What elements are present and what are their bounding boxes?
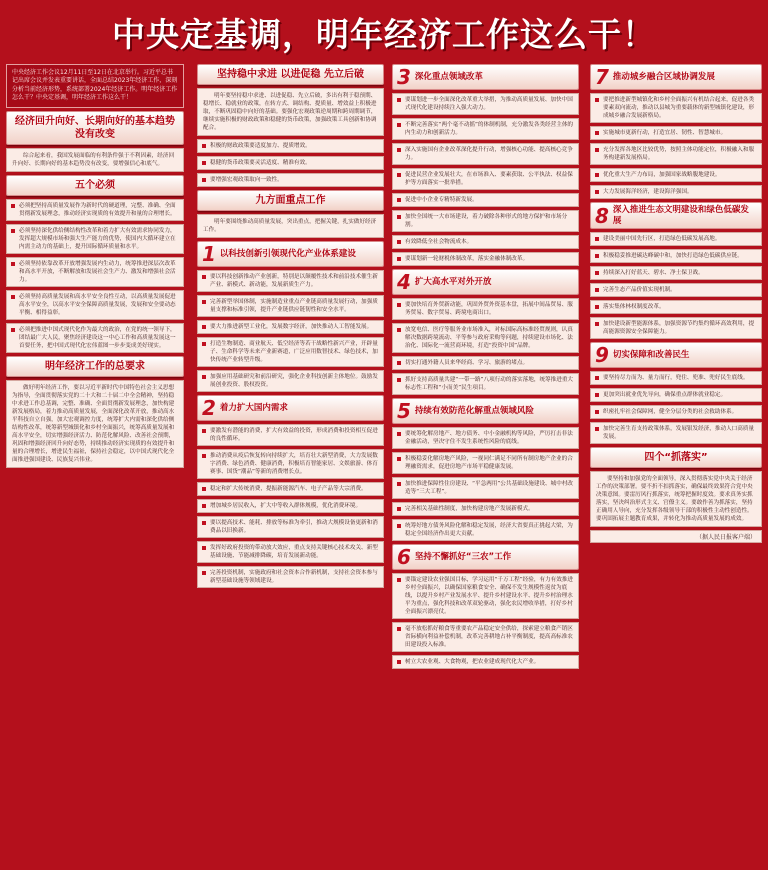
list-item: 要锚定建设农业强国目标，学习运用“千万工程”经验，有力有效推进乡村全面振兴，以确保国家粮食安全、确保不发生规模性返贫为底线，以提升乡村产业发展水平、提升乡村建设水平、提升乡村治理水平为重点，强化科技和改革双轮驱动，强化农民增收举措，打好乡村全面振兴漂亮仗。 [392, 573, 579, 619]
paragraph-nine-areas: 明年要围绕推动高质量发展，突出重点，把握关键，扎实做好经济工作。 [197, 214, 384, 238]
list-item: 要坚持尽力而为、量力而行，兜住、兜准、兜好民生底线。 [590, 371, 762, 385]
page-title: 中央定基调，明年经济工作这么干！ [112, 14, 656, 54]
list-item: 加快建设新型能源体系，加强资源节约集约循环高效利用，提高能源资源安全保障能力。 [590, 317, 762, 339]
list-item: 大力发展海洋经济，建设海洋强国。 [590, 185, 762, 199]
list-item: 树立大农业观、大食物观，把农业建成现代化大产业。 [392, 655, 579, 669]
list-item: 加强应用基础研究和前沿研究，强化企业科技创新主体地位。鼓励发展创业投资、股权投资。 [197, 370, 384, 392]
list-item: 要谋划进一步全面深化改革重大举措，为推动高质量发展、加快中国式现代化建设持续注入强大动力。 [392, 93, 579, 115]
list-item: 毫不放松抓好粮食等重要农产品稳定安全供给，探索建立粮食产销区省际横向利益补偿机制，改革完善耕地占补平衡制度，提高高标准农田建设投入标准。 [392, 622, 579, 652]
paragraph-general-requirements: 做好明年经济工作，要以习近平新时代中国特色社会主义思想为指导，全面贯彻落实党的二十大和二十届二中全会精神，坚持稳中求进工作总基调，完整、准确、全面贯彻新发展理念，加快构建新发展格局，着力推动高质量发展，全面深化改革开放，推动高水平科技自立自强，加大宏观调控力度，统筹扩大内需和深化供给侧结构性改革，统筹新型城镇化和乡村全面振兴，统筹高质量发展和高水平安全，切实增强经济活力、防范化解风险、改善社会预期，巩固和增强经济回升向好态势，持续推动经济实现质的有效提升和量的合理增长，增进民生福祉，保持社会稳定，以中国式现代化全面推进强国建设、民族复兴伟业。 [6, 380, 184, 468]
section-title: 推动城乡融合区域协调发展 [612, 71, 715, 82]
list-item: 增加城乡居民收入，扩大中等收入群体规模，优化消费环境。 [197, 499, 384, 513]
section-header-nine-areas: 九方面重点工作 [197, 190, 384, 211]
list-item: 加快全国统一大市场建设，着力破除各种形式的地方保护和市场分割。 [392, 210, 579, 232]
section-header-stability: 坚持稳中求进 以进促稳 先立后破 [197, 64, 384, 85]
section-title: 扩大高水平对外开放 [414, 276, 492, 287]
list-item: 深入实施国有企业改革深化提升行动，增强核心功能、提高核心竞争力。 [392, 143, 579, 165]
section-header-trend: 经济回升向好、长期向好的基本趋势没有改变 [6, 111, 184, 145]
list-item: 完善新型举国体制，实施制造业重点产业链高质量发展行动，加强质量支撑和标准引领，提升产业链供应链韧性和安全水平。 [197, 295, 384, 317]
section-number: 1 [202, 242, 216, 266]
numbered-header-7 [590, 64, 762, 90]
section-number: 6 [397, 545, 411, 569]
numbered-header-3 [392, 64, 579, 90]
list-item: 积极稳妥推进碳达峰碳中和，加快打造绿色低碳供应链。 [590, 249, 762, 263]
list-item: 织密扎牢社会保障网，健全分层分类的社会救助体系。 [590, 405, 762, 419]
section-title: 深化重点领域改革 [414, 71, 483, 82]
list-item: 实施城市更新行动，打造宜居、韧性、智慧城市。 [590, 126, 762, 140]
section-title: 坚持不懈抓好“三农”工作 [414, 551, 512, 562]
section-number: 5 [397, 399, 411, 423]
section-number: 7 [595, 65, 609, 89]
list-item: 必须坚持依靠改革开放增强发展内生动力，统筹推进深层次改革和高水平开放，不断解放和发展社会生产力、激发和增强社会活力。 [6, 257, 184, 287]
list-item: 促进中小企业专精特新发展。 [392, 193, 579, 207]
list-item: 建设美丽中国先行区，打造绿色低碳发展高地。 [590, 232, 762, 246]
list-item: 抓好支持高质量共建“一带一路”八项行动的落实落地，统筹推进重大标志性工程和“小而美”民生项目。 [392, 373, 579, 395]
list-item: 充分发挥各地区比较优势，按照主体功能定位，积极融入和服务构建新发展格局。 [590, 143, 762, 165]
list-item: 必须把推进中国式现代化作为最大的政治，在党的统一领导下，团结最广大人民，聚焦经济建设这一中心工作和高质量发展这一首要任务，把中国式现代化宏伟蓝图一步步变成美好现实。 [6, 323, 184, 353]
list-item: 必须把坚持高质量发展作为新时代的硬道理，完整、准确、全面贯彻新发展理念，推动经济实现质的有效提升和量的合理增长。 [6, 199, 184, 221]
list-item: 要以科技创新推动产业创新，特别是以颠覆性技术和前沿技术催生新产业、新模式、新动能，发展新质生产力。 [197, 270, 384, 292]
list-item: 要加快培育外贸新动能，巩固外贸外资基本盘，拓展中间品贸易、服务贸易、数字贸易、跨境电商出口。 [392, 298, 579, 320]
list-item: 促进民营企业发展壮大，在市场准入、要素获取、公平执法、权益保护等方面落实一批举措。 [392, 168, 579, 190]
list-item: 要大力推进新型工业化，发展数字经济，加快推动人工智能发展。 [197, 320, 384, 334]
list-item: 稳健的货币政策要灵活适度、精准有效。 [197, 156, 384, 170]
list-item: 有效降低全社会物流成本。 [392, 235, 579, 249]
numbered-header-4 [392, 269, 579, 295]
list-item: 切实打通外籍人员来华经商、学习、旅游的堵点。 [392, 356, 579, 370]
section-number: 4 [397, 270, 411, 294]
list-item: 要统筹化解房地产、地方债务、中小金融机构等风险，严厉打击非法金融活动，坚决守住不发生系统性风险的底线。 [392, 427, 579, 449]
column-4 [590, 64, 762, 864]
numbered-header-6 [392, 544, 579, 570]
section-header-five-musts: 五个必须 [6, 175, 184, 196]
section-title: 着力扩大国内需求 [219, 402, 288, 413]
list-item: 要把推进新型城镇化和乡村全面振兴有机结合起来，促进各类要素双向流动，推动以县城为重要载体的新型城镇化建设，形成城乡融合发展新格局。 [590, 93, 762, 123]
list-item: 要激发有潜能的消费，扩大有效益的投资，形成消费和投资相互促进的良性循环。 [197, 424, 384, 446]
list-item: 加快完善生育支持政策体系，发展银发经济，推动人口高质量发展。 [590, 422, 762, 444]
numbered-header-1 [197, 241, 384, 267]
list-item: 优化重大生产力布局，加强国家战略腹地建设。 [590, 168, 762, 182]
list-item: 积极的财政政策要适度加力、提质增效。 [197, 139, 384, 153]
column-2 [197, 64, 384, 864]
column-3 [392, 64, 579, 864]
list-item: 必须坚持深化供给侧结构性改革和着力扩大有效需求协同发力，发挥超大规模市场和强大生产能力的优势，使国内大循环建立在内需主动力的基础上，提升国际循环质量和水平。 [6, 224, 184, 254]
list-item: 要增强宏观政策取向一致性。 [197, 173, 384, 187]
source-credit: （据人民日报客户端） [590, 530, 762, 543]
list-item: 完善生态产品价值实现机制。 [590, 283, 762, 297]
list-item: 发挥好政府投资的带动放大效应，重点支持关键核心技术攻关、新型基础设施、节能减排降碳，培育发展新动能。 [197, 541, 384, 563]
list-item: 不断完善落实“两个毫不动摇”的体制机制，充分激发各类经营主体的内生动力和创新活力。 [392, 118, 579, 140]
numbered-header-8 [590, 202, 762, 229]
section-header-general-requirements: 明年经济工作的总要求 [6, 356, 184, 377]
section-title: 以科技创新引领现代化产业体系建设 [219, 248, 356, 259]
list-item: 打造生物制造、商业航天、低空经济等若干战略性新兴产业，开辟量子、生命科学等未来产业新赛道，广泛应用数智技术、绿色技术，加快传统产业转型升级。 [197, 337, 384, 367]
list-item: 更加突出就业优先导向，确保重点群体就业稳定。 [590, 388, 762, 402]
section-title: 深入推进生态文明建设和绿色低碳发展 [612, 205, 749, 226]
list-item: 必须坚持高质量发展和高水平安全良性互动，以高质量发展促进高水平安全，以高水平安全保障高质量发展，发展和安全要动态平衡、相得益彰。 [6, 290, 184, 320]
paragraph-stability: 明年要坚持稳中求进、以进促稳、先立后破，多出有利于稳预期、稳增长、稳就业的政策，在转方式、调结构、提质量、增效益上积极进取，不断巩固稳中向好的基础。要强化宏观政策逆周期和跨周期调节，继续实施积极的财政政策和稳健的货币政策，加强政策工具创新和协调配合。 [197, 88, 384, 136]
section-number: 3 [397, 65, 411, 89]
list-item: 落实集体林权制度改革。 [590, 300, 762, 314]
numbered-header-5 [392, 398, 579, 424]
list-item: 推动消费从疫后恢复转向持续扩大，培育壮大新型消费，大力发展数字消费、绿色消费、健康消费，积极培育智能家居、文娱旅游、体育赛事、国货“潮品”等新的消费增长点。 [197, 449, 384, 479]
list-item: 加快推进保障性住房建设、“平急两用”公共基础设施建设、城中村改造等“三大工程”。 [392, 477, 579, 499]
list-item: 要以提高技术、能耗、排放等标准为牵引，推动大规模设备更新和消费品以旧换新。 [197, 516, 384, 538]
list-item: 放宽电信、医疗等服务业市场准入，对标国际高标准经贸规则，认真解决数据跨境流动、平等参与政府采购等问题，持续建设市场化、法治化、国际化一流营商环境，打造“投资中国”品牌。 [392, 323, 579, 353]
paragraph-trend: 综合起来看，我国发展面临的有利条件强于不利因素，经济回升向好、长期向好的基本趋势没有改变，要增强信心和底气。 [6, 148, 184, 172]
list-item: 完善相关基础性制度，加快构建房地产发展新模式。 [392, 502, 579, 516]
list-item: 统筹好地方债务风险化解和稳定发展，经济大省要真正挑起大梁，为稳定全国经济作出更大贡献。 [392, 519, 579, 541]
section-number: 2 [202, 396, 216, 420]
section-header-four-implementations: 四个“抓落实” [590, 447, 762, 468]
list-item: 稳定和扩大传统消费，提振新能源汽车、电子产品等大宗消费。 [197, 482, 384, 496]
section-number: 9 [595, 343, 609, 367]
numbered-header-2 [197, 395, 384, 421]
numbered-header-9 [590, 342, 762, 368]
section-title: 切实保障和改善民生 [612, 349, 690, 360]
section-title: 持续有效防范化解重点领域风险 [414, 405, 534, 416]
column-1 [6, 64, 184, 864]
list-item: 积极稳妥化解房地产风险，一视同仁满足不同所有制房地产企业的合理融资需求，促进房地产市场平稳健康发展。 [392, 452, 579, 474]
intro-text: 中央经济工作会议12月11日至12日在北京举行。习近平总书记出席会议并发表重要讲话，全面总结2023年经济工作，深刻分析当前经济形势，系统部署2024年经济工作。明年经济工作怎么干？中央定基调，明年经济工作这么干！ [6, 64, 184, 108]
section-number: 8 [595, 203, 609, 228]
list-item: 完善投资机制，实施政府和社会资本合作新机制，支持社会资本参与新型基础设施等领域建设。 [197, 566, 384, 588]
paragraph-four-implementations: 要坚持和加强党的全面领导，深入贯彻落实党中央关于经济工作的决策部署。要不折不扣抓落实，确保最终效果符合党中央决策意图。要雷厉风行抓落实，统筹把握时度效。要求真务实抓落实，坚决纠治形式主义、官僚主义。要敢作善为抓落实，坚持正确用人导向，充分发挥各级领导干部的积极性主动性创造性。要巩固拓展主题教育成果，并转化为推动高质量发展的成效。 [590, 471, 762, 527]
list-item: 要谋划新一轮财税体制改革，落实金融体制改革。 [392, 252, 579, 266]
list-item: 持续深入打好蓝天、碧水、净土保卫战。 [590, 266, 762, 280]
